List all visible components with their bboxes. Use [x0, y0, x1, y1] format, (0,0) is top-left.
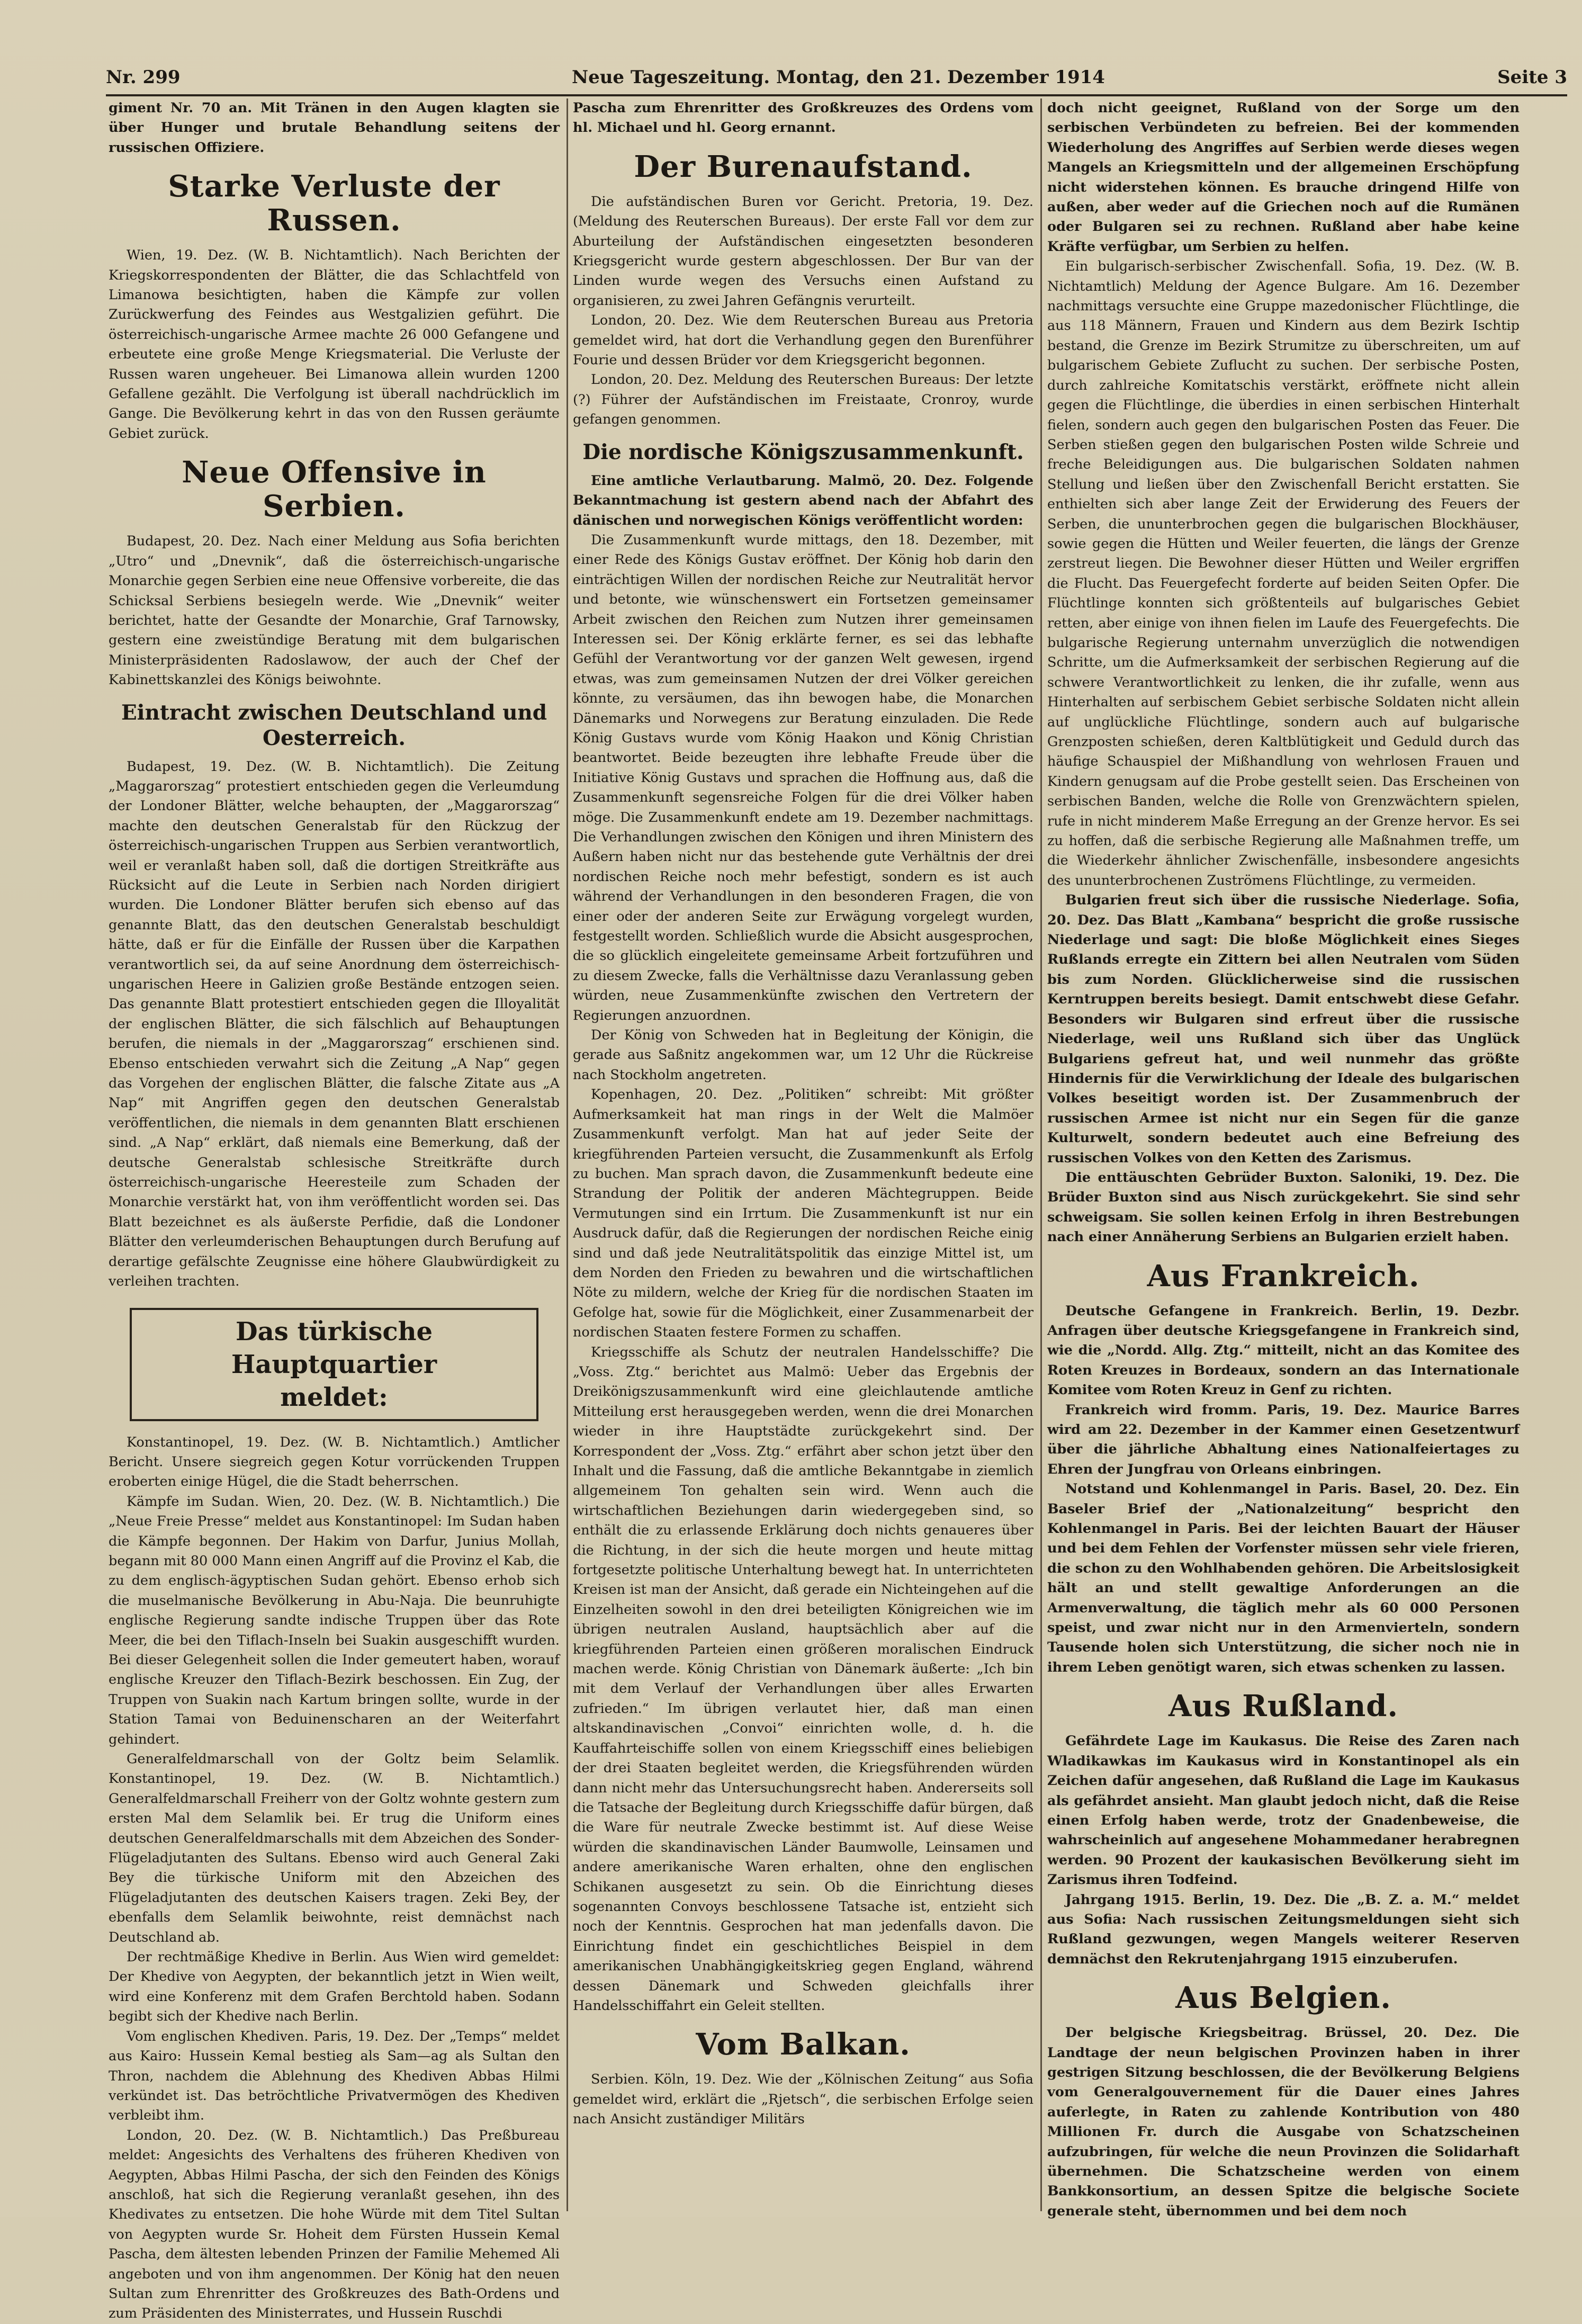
article-paragraph: Ein bulgarisch-serbischer Zwischenfall. Sofia, 19. Dez. (W. B. Nichtamtlich) Meldung der Agence Bulgare. Am 16. Dezember nachmittags versuchte eine Gruppe mazedonischer Flüchtlinge, die aus 118 Männern, Frauen und Kindern aus dem Bezirk Ischtip bestand, die Grenze im Bezirk Strumitze zu überschreiten, um auf bulgarischem Gebiete Zuflucht zu suchen. Der serbische Posten, durch zahlreiche Komitatschis verstärkt, eröffnete nicht allein gegen die Flüchtlinge, die überdies in einen serbischen Hinterhalt fielen, sondern auch gegen den bulgarischen Posten das Feuer. Die Serben stießen gegen den bulgarischen Posten wilde Schreie und freche Beleidigungen aus. Die bulgarischen Soldaten nahmen Stellung und ließen über den Zwischenfall Bericht erstatten. Sie enthielten sich aber lange Zeit der Erwiderung des Feuers der Serben, die ununterbrochen gegen die bulgarischen Blockhäuser, sowie gegen die Hütten und Weiler feuerten, die längs der Grenze zerstreut liegen. Die Bewohner dieser Hütten und Weiler ergriffen die Flucht. Das Feuergefecht forderte auf beiden Seiten Opfer. Die Flüchtlinge konnten sich größtenteils auf bulgarisches Gebiet retten, aber einige von ihnen fielen im Laufe des Feuergefechts. Die bulgarische Regierung unternahm unverzüglich die notwendigen Schritte, um die Aufmerksamkeit der serbischen Regierung auf die schwere Verantwortlichkeit zu lenken, die ihr zufalle, wenn aus Hinterhalten auf serbischem Gebiet serbische Soldaten nicht allein auf unglückliche Flüchtlinge, sondern auch auf bulgarische Grenzposten schießen, deren Kaltblütigkeit und Geduld durch das häufige Schauspiel der Mißhandlung von wehrlosen Frauen und Kindern genugsam auf die Probe gestellt seien. Das Erscheinen von serbischen Banden, welche die Rolle von Grenzwächtern spielen, rufe in nicht minderem Maße Erregung an der Grenze hervor. Es sei zu hoffen, daß die serbische Regierung alle Maßnahmen treffe, um die Wiederkehr ähnlicher Zwischenfälle, insbesondere angesichts des ununterbrochenen Zuströmens Flüchtlinge, zu vermeiden. [1047, 258, 1520, 889]
article-paragraph: Bulgarien freut sich über die russische Niederlage. Sofia, 20. Dez. Das Blatt „Kambana“ bespricht die große russische Niederlage und sagt: Die bloße Möglichkeit eines Sieges Rußlands erregte ein Zittern bei allen Neutralen vom Süden bis zum Norden. Glücklicherweise sind die russischen Kerntruppen bereits besiegt. Damit entschwebt diese Gefahr. Besonders wir Bulgaren sind erfreut über die russische Niederlage, weil uns Rußland sich über das Unglück Bulgariens gefreut hat, und weil nunmehr das größte Hindernis für die Verwirklichung der Ideale des bulgarischen Volkes beseitigt worden ist. Der Zusammenbruch der russischen Armee ist nicht nur ein Segen für die ganze Kulturwelt, sondern bedeutet auch eine Befreiung des russischen Volkes von den Ketten des Zarismus. [1047, 892, 1520, 1166]
article-paragraph: Jahrgang 1915. Berlin, 19. Dez. Die „B. Z. a. M.“ meldet aus Sofia: Nach russischen Zeitungsmeldungen sieht sich Rußland gezwungen, wegen Mangels weiterer Reserven demnächst den Rekrutenjahrgang 1915 einzuberufen. [1047, 1891, 1520, 1967]
article-paragraph: Deutsche Gefangene in Frankreich. Berlin, 19. Dezbr. Anfragen über deutsche Kriegsgefangene in Frankreich sind, wie die „Nordd. Allg. Ztg.“ mitteilt, nicht an das Komitee des Roten Kreuzes in Bordeaux, sondern an das Internationale Komitee vom Roten Kreuz in Genf zu richten. [1047, 1303, 1520, 1398]
column-1 [109, 98, 560, 2322]
article-continuation: Pascha zum Ehrenritter des Großkreuzes des Ordens vom hl. Michael und hl. Georg ernannt. [573, 100, 1033, 136]
article-paragraph: Die enttäuschten Gebrüder Buxton. Saloniki, 19. Dez. Die Brüder Buxton sind aus Nisch zurückgekehrt. Sie sind sehr schweigsam. Sie sollen keinen Erfolg in ihren Bestrebungen nach einer Annäherung Serbiens an Bulgarien erzielt haben. [1047, 1169, 1520, 1245]
paper-title-date: Neue Tageszeitung. Montag, den 21. Dezember 1914 [572, 67, 1105, 88]
boxed-headline-turkish-hq [130, 1308, 538, 1421]
masthead [106, 64, 1567, 91]
article-paragraph: Wien, 19. Dez. (W. B. Nichtamtlich). Nach Berichten der Kriegskorrespondenten der Blätter, die das Schlachtfeld von Limanowa besichtigten, haben die Kämpfe zur vollen Zurückwerfung des Feindes aus Westgalizien geführt. Die österreichisch-ungarische Armee machte 26 000 Gefangene und erbeutete eine große Menge Kriegsmaterial. Die Verluste der Russen waren ungeheuer. Bei Limanowa allein wurden 1200 Gefallene gezählt. Die Verfolgung ist überall nachdrücklich im Gange. Die Bevölkerung kehrt in das von den Russen geräumte Gebiet zurück. [109, 247, 560, 442]
article-paragraph: Kopenhagen, 20. Dez. „Politiken“ schreibt: Mit größter Aufmerksamkeit hat man rings in der Welt die Malmöer Zusammenkunft verfolgt. Man hat auf jeder Seite der kriegführenden Parteien versucht, die Zusammenkunft als Erfolg zu buchen. Man sprach davon, die Zusammenkunft bedeute eine Strandung der Politik der anderen Mächtegruppen. Beide Vermutungen sind ein Irrtum. Die Zusammenkunft ist nur ein Ausdruck dafür, daß die Regierungen der nordischen Reiche einig sind und daß jede Neutralitätspolitik das einzige Mittel ist, um dem Norden den Frieden zu bewahren und die wirtschaftlichen Nöte zu mildern, welche der Krieg für die nordischen Staaten im Gefolge hat, sowie für die Möglichkeit, einer Zusammenarbeit der nordischen Staaten festere Formen zu schaffen. [573, 1087, 1033, 1341]
headline-nordic-kings: Die nordische Königszusammenkunft. [582, 439, 1024, 464]
article-paragraph: Gefährdete Lage im Kaukasus. Die Reise des Zaren nach Wladikawkas im Kaukasus wird in Konstantinopel als ein Zeichen dafür angesehen, daß Rußland die Lage im Kaukasus als gefährdet ansieht. Man glaubt jedoch nicht, daß die Reise einen Erfolg haben werde, trotz der Gnadenbeweise, die wahrscheinlich auf angesehene Mohammedaner herabregnen werden. 90 Prozent der kaukasischen Bevölkerung sieht im Zarismus ihren Todfeind. [1047, 1733, 1520, 1888]
article-paragraph: Der König von Schweden hat in Begleitung der Königin, die gerade aus Saßnitz angekommen war, um 12 Uhr die Rückreise nach Stockholm angetreten. [573, 1027, 1033, 1083]
article-continuation: giment Nr. 70 an. Mit Tränen in den Augen klagten sie über Hunger und brutale Behandlung seitens der russischen Offiziere. [109, 100, 560, 156]
article-paragraph: Eine amtliche Verlautbarung. Malmö, 20. Dez. Folgende Bekanntmachung ist gestern abend nach der Abfahrt des dänischen und norwegischen Königs veröffentlicht worden: [573, 472, 1033, 528]
article-paragraph: Der belgische Kriegsbeitrag. Brüssel, 20. Dez. Die Landtage der neun belgischen Provinzen haben in ihrer gestrigen Sitzung beschlossen, die der Bevölkerung Belgiens vom Generalgouvernement für die Dauer eines Jahres auferlegte, in Raten zu zahlende Kontribution von 480 Millionen Fr. durch die Ausgabe von Schatzscheinen aufzubringen, für welche die neun Provinzen die Solidarhaft übernehmen. Die Schatzscheine werden von einem Bankkonsortium, an dessen Spitze die belgische Societe generale steht, übernommen und bei dem noch [1047, 2025, 1520, 2219]
column-divider [567, 98, 568, 2211]
article-paragraph: Budapest, 20. Dez. Nach einer Meldung aus Sofia berichten „Utro“ und „Dnevnik“, daß die österreichisch-ungarische Monarchie gegen Serbien eine neue Offensive vorbereite, die das Schicksal Serbiens besiegeln werde. Wie „Dnevnik“ weiter berichtet, hatte der Gesandte der Monarchie, Graf Tarnowsky, gestern eine zweistündige Beratung mit dem bulgarischen Ministerpräsidenten Radoslawow, der auch der Chef der Kabinettskanzlei des Königs beiwohnte. [109, 533, 560, 688]
article-paragraph: Kriegsschiffe als Schutz der neutralen Handelsschiffe? Die „Voss. Ztg.“ berichtet aus Malmö: Ueber das Ergebnis der Dreikönigszusammenkunft wird eine gleichlautende amtliche Mitteilung erst herausgegeben werden, wenn die drei Monarchen wieder in ihre Hauptstädte zurückgekehrt sind. Der Korrespondent der „Voss. Ztg.“ erfährt aber schon jetzt über den Inhalt und die Fassung, daß die amtliche Bekanntgabe in ziemlich allgemeinem Ton gehalten sein wird. Wenn auch die wirtschaftlichen Beziehungen darin wiedergegeben sind, so enthält die zu erlassende Erklärung doch nichts genaueres über die Richtung, in der sich die heute morgen und heute mittag fortgesetzte politische Unterhaltung bewegt hat. In unterrichteten Kreisen ist man der Ansicht, daß gerade ein Nichteingehen auf die Einzelheiten sowohl in den drei beteiligten Königreichen wie im übrigen neutralen Ausland, hauptsächlich aber auf die kriegführenden Parteien einen größeren moralischen Eindruck machen werde. König Christian von Dänemark äußerte: „Ich bin mit dem Verlauf der Verhandlungen über alles Erwarten zufrieden.“ Im übrigen verlautet hier, daß man einen altskandinavischen „Convoi“ einrichten wolle, d. h. die Kauffahrteischiffe sollen von einem Kriegsschiff eines beliebigen der drei Staaten begleitet werden, die Kriegsführenden würden dann nicht mehr das Untersuchungsrecht haben. Andererseits soll die Tatsache der Begleitung durch Kriegsschiffe dafür bürgen, daß die Ware für neutrale Zwecke bestimmt ist. Auf diese Weise würden die skandinavischen Länder Baumwolle, Leinsamen und andere amerikanische Waren erhalten, ohne den englischen Schikanen ausgesetzt zu sein. Ob die Einrichtung dieses sogenannten Convoys beschlossene Tatsache ist, entzieht sich noch der Kenntnis. Gesprochen hat man jedenfalls davon. Die Einrichtung findet ein geschichtliches Beispiel in dem amerikanischen Unabhängigkeitskrieg gegen England, während dessen Dänemark und Schweden gleichfalls ihrer Handelsschiffahrt ein Geleit stellten. [573, 1344, 1033, 2014]
article-paragraph: London, 20. Dez. Meldung des Reuterschen Bureaus: Der letzte (?) Führer der Aufständischen im Freistaate, Cronroy, wurde gefangen genommen. [573, 372, 1033, 428]
headline-germany-austria: Eintracht zwischen Deutschland und Oesterreich. [121, 700, 547, 750]
headline-serbia-offensive: Neue Offensive in Serbien. [182, 455, 487, 524]
headline-belgium: Aus Belgien. [1175, 1980, 1391, 2016]
article-paragraph: Die aufständischen Buren vor Gericht. Pretoria, 19. Dez. (Meldung des Reuterschen Bureaus). Der erste Fall vor dem zur Aburteilung der Aufständischen eingesetzten besonderen Kriegsgericht wurde gestern abgeschlossen. Der Bur van der Linden wurde wegen des Versuchs einen Aufstand zu organisieren, zu zwei Jahren Gefängnis verurteilt. [573, 193, 1033, 309]
boxed-headline-line: meldet: [280, 1382, 388, 1412]
headline-boer-uprising: Der Burenaufstand. [634, 149, 973, 184]
article-paragraph: Frankreich wird fromm. Paris, 19. Dez. Maurice Barres wird am 22. Dezember in der Kammer einen Gesetzentwurf über die jährliche Abhaltung eines Nationalfeiertages zu Ehren der Jungfrau von Orleans einbringen. [1047, 1402, 1520, 1477]
article-paragraph: Die Zusammenkunft wurde mittags, den 18. Dezember, mit einer Rede des Königs Gustav eröffnet. Der König hob darin den einträchtigen Willen der nordischen Reiche zur Neutralität hervor und betonte, wie wünschenswert ein Fortsetzen gemeinsamer Arbeit zwischen den Reichen zum Nutzen ihrer gemeinsamen Interessen sei. Der König erklärte ferner, es sei das lebhafte Gefühl der Verantwortung vor der ganzen Welt gewesen, irgend etwas, was zum gemeinsamen Nutzen der drei Völker gereichen könnte, zu versäumen, das ihn bewogen habe, die Monarchen Dänemarks und Norwegens zur Beratung einzuladen. Die Rede König Gustavs wurde vom König Haakon und König Christian beantwortet. Beide bezeugten ihre lebhafte Freude über die Initiative König Gustavs und sprachen die Hoffnung aus, daß die Zusammenkunft segensreiche Folgen für die drei Völker haben möge. Die Zusammenkunft endete am 19. Dezember nachmittags. Die Verhandlungen zwischen den Königen und ihren Ministern des Außern haben nicht nur das bestehende gute Verhältnis der drei nordischen Reiche noch mehr befestigt, sondern es ist auch während der Verhandlungen in den besonderen Fragen, die von einer oder der anderen Seite zur Erwägung vorgelegt wurden, festgestellt worden. Schließlich wurde die Absicht ausgesprochen, die so glücklich eingeleitete gemeinsame Arbeit fortzuführen und zu diesem Zwecke, falls die Verhältnisse dazu Veranlassung geben würden, neue Zusammenkünfte zwischen den Vertretern der Regierungen anzuordnen. [573, 532, 1033, 1024]
page-number: Seite 3 [1497, 67, 1567, 88]
headline-russia: Aus Rußland. [1168, 1689, 1398, 1724]
article-paragraph: Generalfeldmarschall von der Goltz beim Selamlik. Konstantinopel, 19. Dez. (W. B. Nichtamtlich.) Generalfeldmarschall Freiherr von der Goltz wohnte gestern zum ersten Mal dem Selamlik bei. Er trug die Uniform eines deutschen Generalfeldmarschalls mit dem Abzeichen des Sonder-Flügeladjutanten des Sultans. Ebenso wird auch General Zaki Bey die türkische Uniform mit den Abzeichen des Flügeladjutanten des deutschen Kaisers tragen. Zeki Bey, der ebenfalls dem Selamlik beiwohnte, reist demnächst nach Deutschland ab. [109, 1751, 560, 1945]
article-paragraph: Vom englischen Khediven. Paris, 19. Dez. Der „Temps“ meldet aus Kairo: Hussein Kemal bestieg als Sam—ag als Sultan den Thron, nachdem die Ablehnung des Khediven Abbas Hilmi verkündet ist. Das betröchtliche Privatvermögen des Khediven verbleibt ihm. [109, 2028, 560, 2124]
column-2 [573, 98, 1033, 2211]
issue-number: Nr. 299 [106, 67, 181, 88]
column-3 [1047, 98, 1520, 2219]
article-continuation: doch nicht geeignet, Rußland von der Sorge um den serbischen Verbündeten zu befreien. Bei der kommenden Wiederholung des Angriffes auf Serbien werde dieses wegen Mangels an Kriegsmitteln und der allgemeinen Erschöpfung nicht widerstehen können. Es brauche dringend Hilfe von außen, aber weder auf die Griechen noch auf die Rumänen oder Bulgaren sei zu rechnen. Rußland aber habe keine Kräfte verfügbar, um Serbien zu helfen. [1047, 100, 1520, 255]
article-paragraph: Kämpfe im Sudan. Wien, 20. Dez. (W. B. Nichtamtlich.) Die „Neue Freie Presse“ meldet aus Konstantinopel: Im Sudan haben die Kämpfe begonnen. Der Hakim von Darfur, Junius Mollah, begann mit 80 000 Mann einen Angriff auf die Provinz el Kab, die zu dem englisch-ägyptischen Sudan gehört. Ebenso erhob sich die muselmanische Bevölkerung in Abu-Naja. Die beunruhigte englische Regierung sandte indische Truppen über das Rote Meer, die bei den Tiflach-Inseln bei Suakin ausgeschifft wurden. Bei dieser Gelegenheit sollen die Inder gemeutert haben, worauf englische Kreuzer den Tiflach-Bezirk beschossen. Ein Zug, der Truppen von Suakin nach Kartum bringen sollte, wurde in der Station Tamai von Beduinenscharen an der Weiterfahrt gehindert. [109, 1493, 560, 1747]
article-paragraph: London, 20. Dez. Wie dem Reuterschen Bureau aus Pretoria gemeldet wird, hat dort die Verhandlung gegen den Burenführer Fourie und dessen Brüder vor dem Kriegsgericht begonnen. [573, 312, 1033, 369]
headline-france: Aus Frankreich. [1147, 1258, 1420, 1294]
column-divider [1040, 98, 1042, 2211]
article-paragraph: London, 20. Dez. (W. B. Nichtamtlich.) Das Preßbureau meldet: Angesichts des Verhaltens des früheren Khediven von Aegypten, Abbas Hilmi Pascha, der sich den Feinden des Königs anschloß, hat sich die Regierung veranlaßt gesehen, ihn des Khedivates zu entsetzen. Die hohe Würde mit dem Titel Sultan von Aegypten wurde Sr. Hoheit dem Fürsten Hussein Kemal Pascha, dem ältesten lebenden Prinzen der Familie Mehemed Ali angeboten und von ihm angenommen. Der König hat den neuen Sultan zum Ehrenritter des Großkreuzes des Bath-Ordens und zum Präsidenten des Ministerrates, und Hussein Ruschdi [109, 2127, 560, 2322]
headline-russian-losses: Starke Verluste der Russen. [168, 169, 500, 238]
article-paragraph: Konstantinopel, 19. Dez. (W. B. Nichtamtlich.) Amtlicher Bericht. Unsere siegreich gegen Kotur vorrückenden Truppen eroberten einige Hügel, die die Stadt beherrschen. [109, 1434, 560, 1490]
boxed-headline-line: Das türkische Hauptquartier [231, 1316, 437, 1379]
article-paragraph: Der rechtmäßige Khedive in Berlin. Aus Wien wird gemeldet: Der Khedive von Aegypten, der bekanntlich jetzt in Wien weilt, wird eine Konferenz mit dem Grafen Berchtold haben. Sodann begibt sich der Khedive nach Berlin. [109, 1949, 560, 2025]
article-paragraph: Serbien. Köln, 19. Dez. Wie der „Kölnischen Zeitung“ aus Sofia gemeldet wird, erklärt die „Rjetsch“, die serbischen Erfolge seien nach Ansicht zuständiger Militärs [573, 2071, 1033, 2128]
masthead-rule [106, 94, 1567, 96]
article-paragraph: Notstand und Kohlenmangel in Paris. Basel, 20. Dez. Ein Baseler Brief der „Nationalzeitung“ bespricht den Kohlenmangel in Paris. Bei der leichten Bauart der Häuser und bei dem Fehlen der Vorfenster müssen sehr viele frieren, die schon zu den Wohlhabenden gehören. Die Arbeitslosigkeit hält an und stellt gewaltige Anforderungen an die Armenverwaltung, die täglich mehr als 60 000 Personen speist, und zwar nicht nur in den Armenvierteln, sondern Tausende holen sich Unterstützung, die sicher noch nie in ihrem Leben genötigt waren, sich etwas schenken zu lassen. [1047, 1481, 1520, 1675]
article-paragraph: Budapest, 19. Dez. (W. B. Nichtamtlich). Die Zeitung „Maggarorszag“ protestiert entschieden gegen die Verleumdung der Londoner Blätter, welche behaupten, der „Maggarorszag“ machte den deutschen Generalstab für den Rückzug der österreichisch-ungarischen Truppen aus Serbien verantwortlich, weil er veranlaßt haben soll, daß die dortigen Streitkräfte aus Rücksicht auf die Leute in Serbien nach Norden dirigiert wurden. Die Londoner Blätter berufen sich ebenso auf das genannte Blatt, das den deutschen Generalstab beschuldigt hätte, daß er für die Einfälle der Russen über die Karpathen verantwortlich sei, da auf seine Anordnung dem österreichisch-ungarischen Heere in Galizien große Bestände entzogen seien. Das genannte Blatt protestiert entschieden gegen die Illoyalität der englischen Blätter, die sich fälschlich auf Behauptungen berufen, die niemals in der „Maggarorszag“ erschienen sind. Ebenso entschieden verwahrt sich die Zeitung „A Nap“ gegen das Vorgehen der englischen Blätter, die falsche Zitate aus „A Nap“ mit Angriffen gegen den deutschen Generalstab veröffentlichen, die niemals in dem genannten Blatt erschienen sind. „A Nap“ erklärt, daß niemals eine Bemerkung, daß der deutsche Generalstab schlesische Streitkräfte durch österreichisch-ungarische Heeresteile zum Schaden der Monarchie verstärkt hat, von ihm veröffentlicht worden sei. Das Blatt bezeichnet es als äußerste Perfidie, daß die Londoner Blätter den verleumderischen Behauptungen durch Berufung auf derartige gefälschte Zeugnisse eine höhere Glaubwürdigkeit zu verleihen trachten. [109, 758, 560, 1290]
headline-balkan: Vom Balkan. [696, 2027, 911, 2062]
